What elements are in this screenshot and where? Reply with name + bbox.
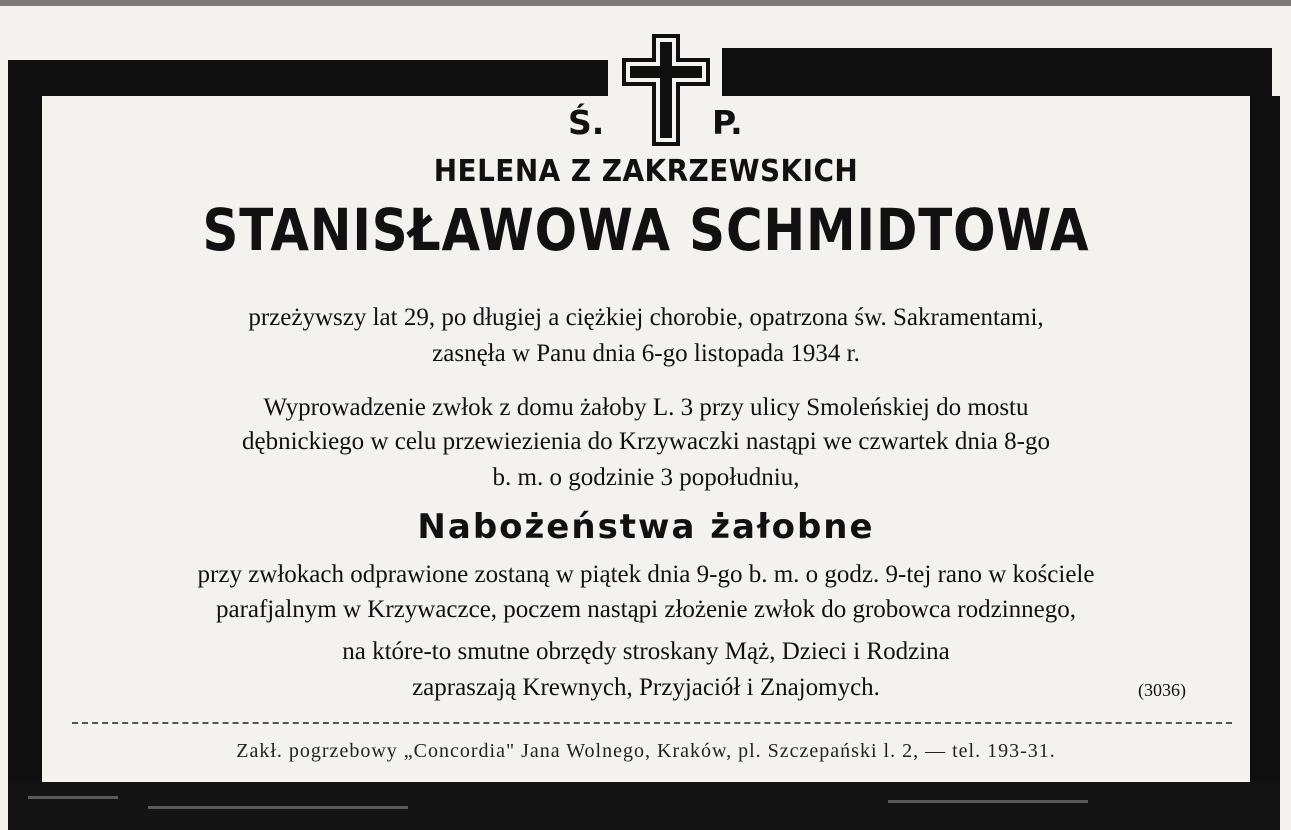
body-line-9: zapraszają Krewnych, Przyjaciół i Znajomych. xyxy=(412,674,880,701)
body-line-2: zasnęła w Panu dnia 6-go listopada 1934 r. xyxy=(432,340,860,367)
body-line-3: Wyprowadzenie zwłok z domu żałoby L. 3 przy ulicy Smoleńskiej do mostu xyxy=(263,394,1029,421)
body-line-8: na które-to smutne obrzędy stroskany Mąż, Dzieci i Rodzina xyxy=(342,638,950,665)
maiden-name-line: HELENA Z ZAKRZEWSKICH xyxy=(433,154,859,189)
border-speck xyxy=(148,806,408,809)
reference-number: (3036) xyxy=(1138,680,1186,700)
body-line-1: przeżywszy lat 29, po długiej a ciężkiej chorobie, opatrzona św. Sakramentami, xyxy=(248,304,1044,331)
body-line-7: parafjalnym w Krzywaczce, poczem nastąpi złożenie zwłok do grobowca rodzinnego, xyxy=(215,596,1077,623)
border-top-right xyxy=(722,48,1272,96)
body-line-5: b. m. o godzinie 3 popołudniu, xyxy=(492,464,800,491)
body-line-4: dębnickiego w celu przewiezienia do Krzywaczki nastąpi we czwartek dnia 8-go xyxy=(242,428,1050,455)
border-speck xyxy=(28,796,118,799)
cross-icon xyxy=(616,32,716,148)
border-top-left xyxy=(8,60,608,96)
border-speck xyxy=(888,800,1088,803)
initial-left: Ś. xyxy=(568,103,605,142)
deceased-name: STANISŁAWOWA SCHMIDTOWA xyxy=(202,196,1090,264)
border-left xyxy=(8,96,42,796)
initial-right: P. xyxy=(712,103,743,142)
body-line-6: przy zwłokach odprawione zostaną w piątek dnia 9-go b. m. o godz. 9-tej rano w kościele xyxy=(197,561,1095,588)
services-heading: Nabożeństwa żałobne xyxy=(417,507,875,547)
top-rule xyxy=(0,0,1291,6)
border-right xyxy=(1250,96,1280,796)
funeral-home-footer: Zakł. pogrzebowy „Concordia" Jana Wolnego, Kraków, pl. Szczepański l. 2, — tel. 193-31. xyxy=(236,740,1056,762)
border-bottom xyxy=(8,782,1280,830)
footer-divider xyxy=(72,722,1232,724)
